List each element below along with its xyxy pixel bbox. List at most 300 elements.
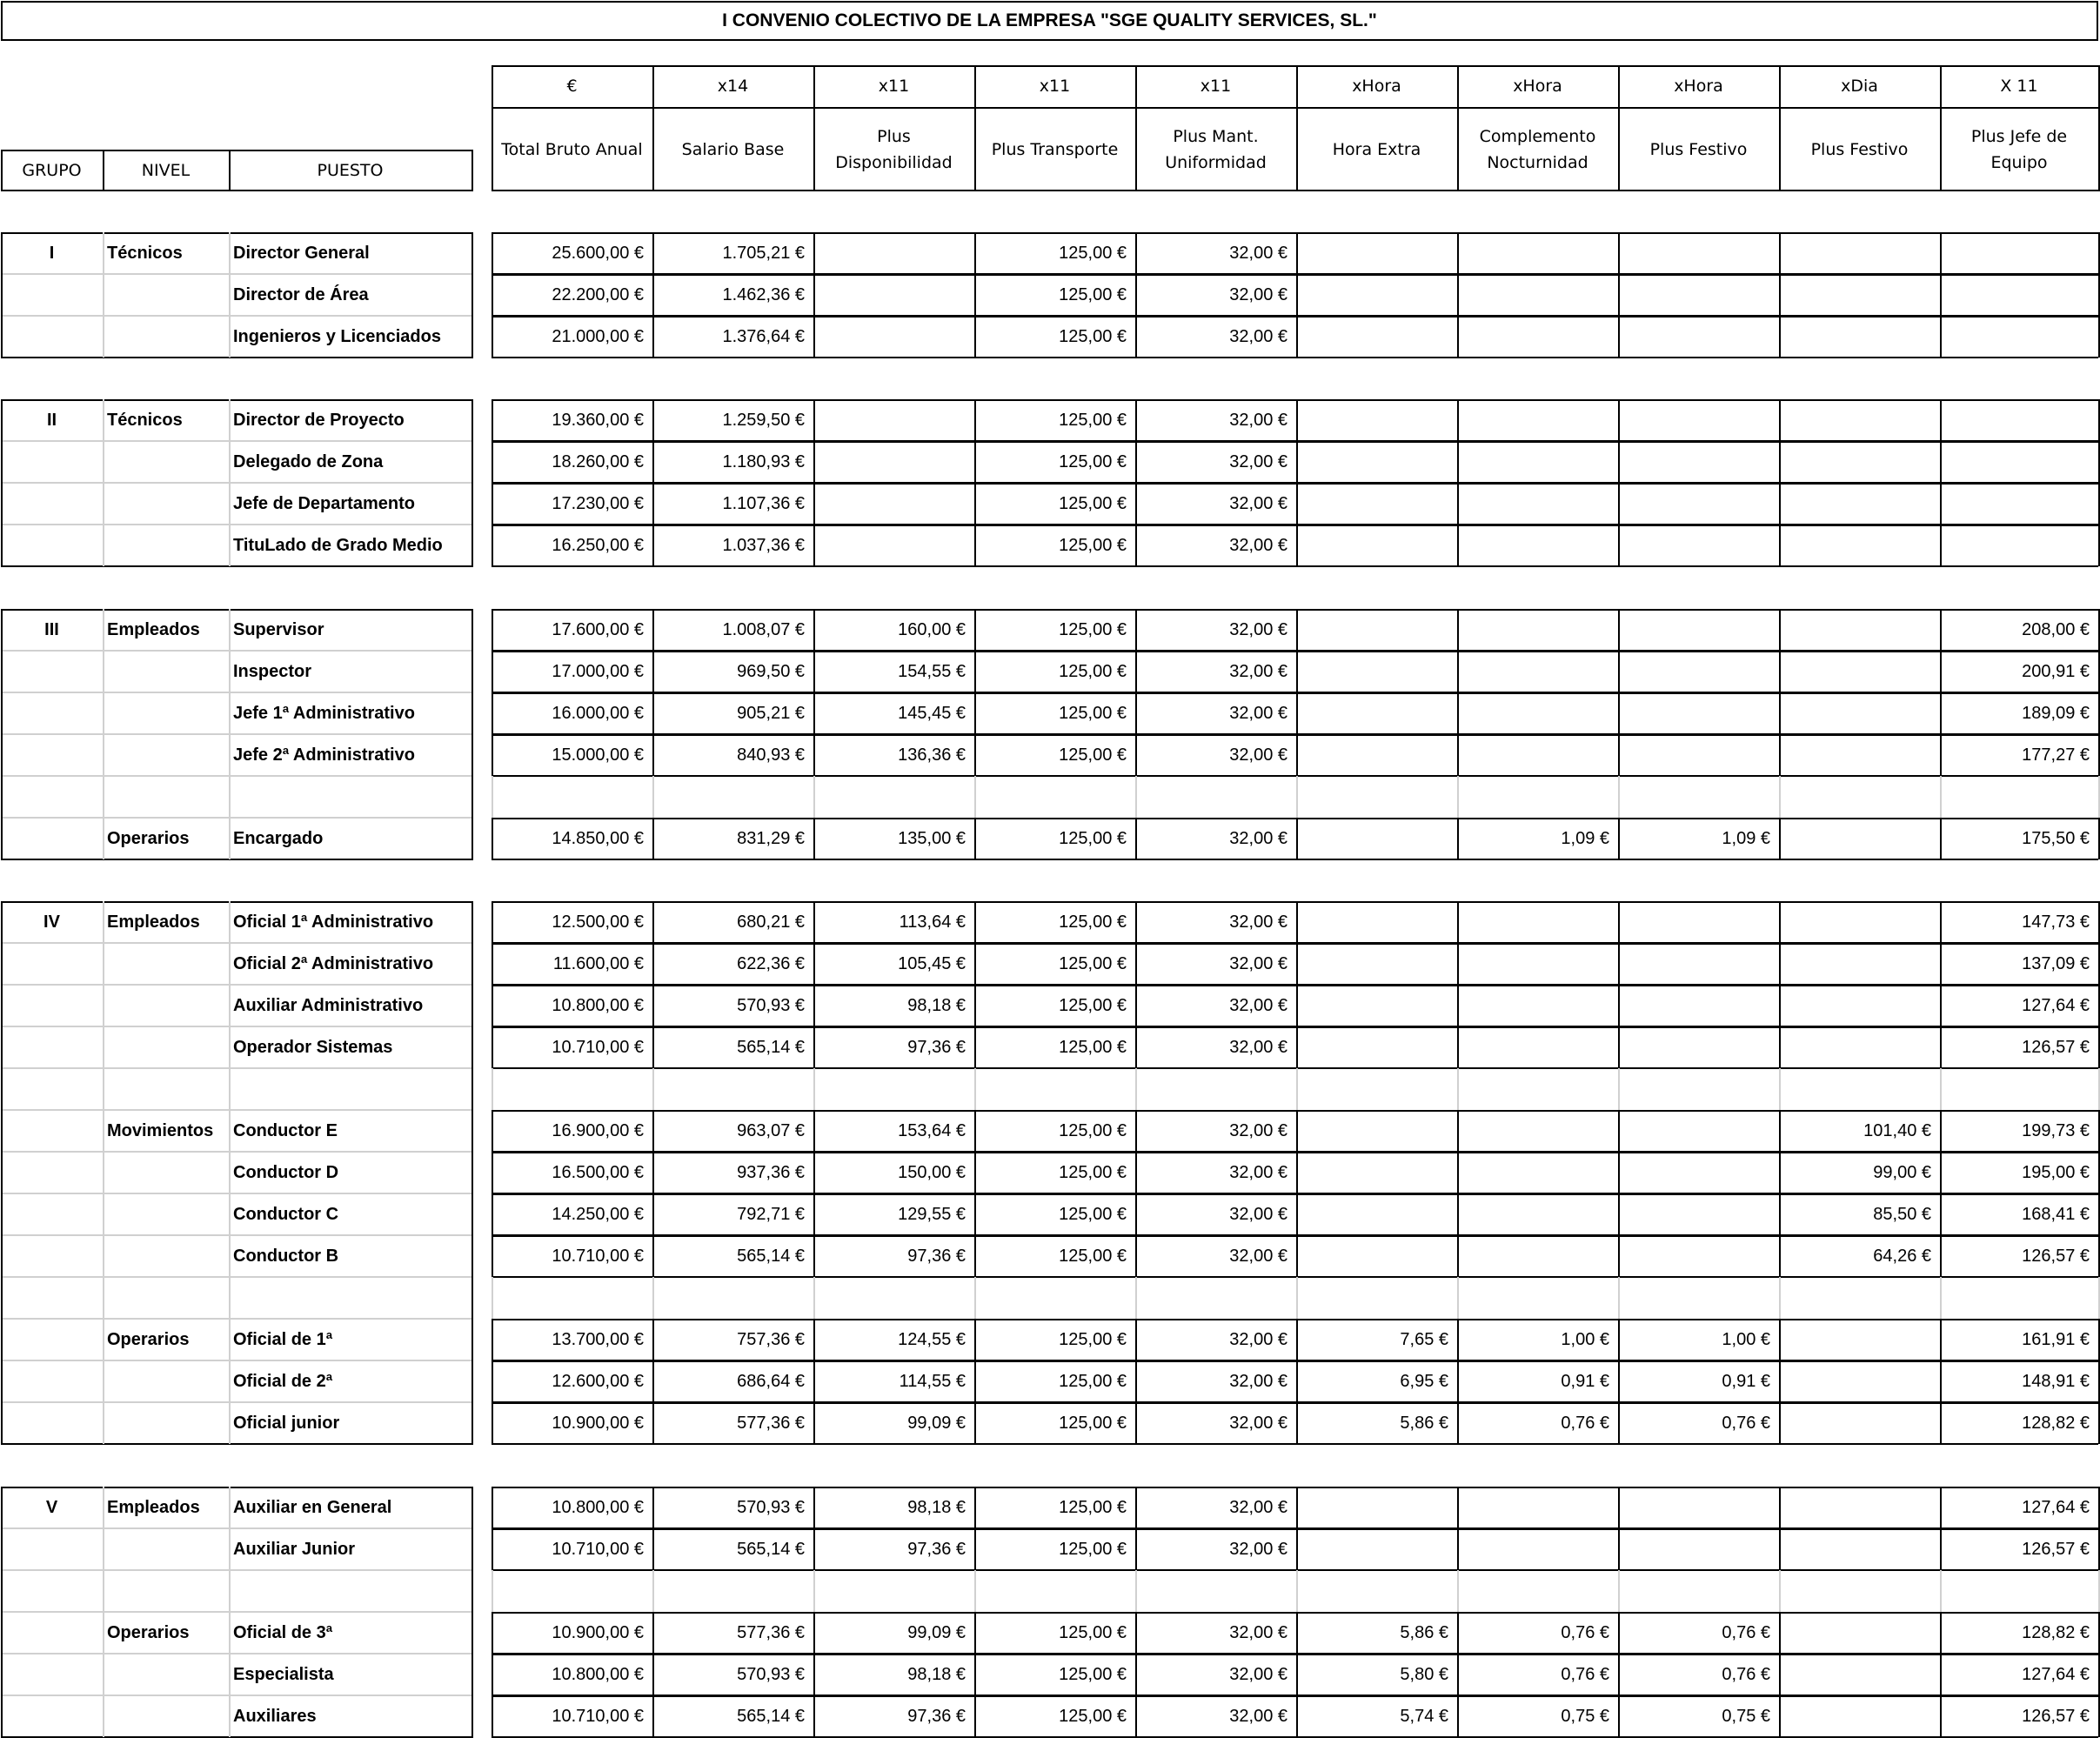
cell-border: [1779, 609, 1781, 651]
cell-border: [1296, 943, 1298, 985]
cell-border: [492, 274, 493, 316]
cell-value: 101,40 €: [1863, 1120, 1931, 1140]
cell-value: [1779, 1612, 1940, 1654]
cell-border: [652, 1319, 654, 1360]
header-nivel: NIVEL: [141, 161, 191, 180]
cell-nivel: [103, 483, 229, 525]
cell-value: 17.600,00 €: [552, 619, 644, 639]
cell-border: [1779, 1402, 1781, 1444]
cell-value: 32,00 €: [1229, 1246, 1287, 1266]
cell-value: 32,00 €: [1229, 243, 1287, 263]
cell-border: [1940, 1612, 1942, 1654]
cell-value: 11.600,00 €: [552, 953, 644, 973]
cell-border: [492, 692, 2098, 694]
cell-border: [652, 483, 654, 525]
cell-value: [1779, 1319, 1940, 1360]
cell-puesto: Jefe 1ª Administrativo: [233, 703, 415, 723]
cell-border: [652, 1654, 654, 1695]
cell-value: 126,57 €: [2022, 1037, 2090, 1057]
cell-value: 622,36 €: [737, 953, 805, 973]
cell-value: 0,76 €: [1561, 1664, 1609, 1684]
cell-border: [1779, 692, 1781, 734]
cell-border: [974, 1152, 976, 1193]
cell-border: [1296, 609, 1298, 651]
cell-value: [1779, 692, 1940, 734]
cell-border: [492, 232, 493, 274]
cell-value: 125,00 €: [1059, 912, 1127, 932]
cell-border: [492, 1110, 2098, 1112]
cell-value: 5,86 €: [1400, 1413, 1448, 1433]
cell-border: [492, 525, 493, 566]
cell-puesto: Oficial de 2ª: [233, 1371, 333, 1391]
cell-value: [1940, 441, 2098, 483]
cell-value: 114,55 €: [899, 1371, 966, 1391]
cell-value: [1779, 1402, 1940, 1444]
cell-value: [1618, 609, 1779, 651]
cell-value: [1296, 1528, 1457, 1570]
cell-border: [1457, 399, 1459, 441]
cell-grupo: I: [49, 243, 55, 263]
cell-puesto: Auxiliar Administrativo: [233, 995, 424, 1015]
header-label: Salario Base: [681, 139, 785, 159]
cell-border: [492, 65, 2098, 67]
cell-border: [1, 232, 3, 358]
cell-value: 32,00 €: [1229, 1706, 1287, 1726]
cell-border: [1457, 1695, 1459, 1737]
cell-border: [1618, 525, 1620, 566]
cell-value: [1779, 232, 1940, 274]
cell-value: [1296, 399, 1457, 441]
cell-border: [974, 1695, 976, 1737]
cell-value: [1457, 1235, 1618, 1277]
cell-border: [1135, 441, 1137, 483]
cell-grupo: [1, 1152, 103, 1193]
cell-value: 125,00 €: [1059, 1329, 1127, 1349]
cell-border: [974, 316, 976, 358]
cell-border: [1779, 399, 1781, 441]
cell-border: [652, 1152, 654, 1193]
cell-value: 16.250,00 €: [552, 535, 644, 555]
cell-border: [1779, 316, 1781, 358]
cell-value: [813, 441, 974, 483]
cell-border: [1296, 692, 1298, 734]
cell-value: 10.900,00 €: [552, 1413, 644, 1433]
cell-border: [1618, 1528, 1620, 1570]
cell-puesto: Conductor B: [233, 1246, 339, 1266]
cell-border: [492, 1695, 493, 1737]
cell-border: [1618, 232, 1620, 274]
header-label: Hora Extra: [1332, 139, 1421, 159]
cell-gridline: [652, 776, 654, 818]
cell-border: [492, 399, 2098, 401]
cell-border: [974, 232, 976, 274]
cell-value: [1457, 274, 1618, 316]
cell-value: 99,00 €: [1873, 1162, 1931, 1182]
cell-border: [1457, 943, 1459, 985]
cell-puesto: Oficial 1ª Administrativo: [233, 912, 434, 932]
cell-value: 199,73 €: [2022, 1120, 2090, 1140]
cell-border: [813, 1612, 815, 1654]
cell-puesto: Conductor D: [233, 1162, 339, 1182]
cell-gridline: [813, 1570, 815, 1612]
cell-border: [1940, 1487, 1942, 1528]
cell-border: [492, 1402, 2098, 1404]
cell-border: [1135, 232, 1137, 274]
cell-value: [1779, 1654, 1940, 1695]
cell-value: [1618, 1152, 1779, 1193]
cell-border: [492, 483, 2098, 485]
cell-value: 32,00 €: [1229, 284, 1287, 304]
cell-value: [1457, 943, 1618, 985]
cell-value: [1296, 651, 1457, 692]
cell-gridline: [1296, 1277, 1298, 1319]
cell-border: [974, 818, 976, 859]
cell-puesto: Oficial de 1ª: [233, 1329, 333, 1349]
cell-value: [1296, 985, 1457, 1026]
cell-value: [1779, 1695, 1940, 1737]
cell-gridline: [1, 1276, 471, 1278]
header-label: Plus Disponibilidad: [835, 126, 953, 172]
cell-border: [1, 901, 473, 903]
cell-border: [1296, 1612, 1298, 1654]
cell-value: [1296, 274, 1457, 316]
cell-value: [1457, 316, 1618, 358]
cell-value: 99,09 €: [907, 1413, 966, 1433]
cell-border: [471, 150, 473, 191]
cell-border: [1, 357, 473, 358]
cell-border: [492, 190, 2098, 191]
cell-border: [1618, 1110, 1620, 1152]
cell-border: [652, 985, 654, 1026]
cell-border: [1457, 441, 1459, 483]
cell-border: [1779, 1612, 1781, 1654]
cell-nivel: [103, 943, 229, 985]
cell-gridline: [492, 1068, 493, 1110]
cell-nivel: [103, 1152, 229, 1193]
cell-value: [1940, 399, 2098, 441]
cell-value: [1296, 232, 1457, 274]
cell-border: [652, 1235, 654, 1277]
cell-border: [1779, 441, 1781, 483]
cell-gridline: [103, 399, 104, 566]
cell-value: 16.900,00 €: [552, 1120, 644, 1140]
cell-value: 124,55 €: [898, 1329, 966, 1349]
cell-value: 99,09 €: [907, 1622, 966, 1642]
cell-border: [652, 1487, 654, 1528]
cell-grupo: II: [46, 410, 57, 430]
cell-value: 10.710,00 €: [552, 1037, 644, 1057]
cell-border: [1296, 274, 1298, 316]
cell-border: [1296, 985, 1298, 1026]
cell-border: [1135, 1528, 1137, 1570]
cell-border: [492, 1026, 493, 1068]
cell-border: [1, 190, 473, 191]
cell-value: 150,00 €: [898, 1162, 966, 1182]
cell-nivel: Empleados: [107, 1497, 200, 1517]
cell-value: 125,00 €: [1059, 1664, 1127, 1684]
cell-gridline: [974, 1277, 976, 1319]
cell-value: 32,00 €: [1229, 1539, 1287, 1559]
cell-value: 137,09 €: [2022, 953, 2090, 973]
cell-value: 14.250,00 €: [552, 1204, 644, 1224]
cell-border: [813, 316, 815, 358]
cell-value: 32,00 €: [1229, 1204, 1287, 1224]
cell-value: [1296, 692, 1457, 734]
cell-border: [974, 1110, 976, 1152]
cell-border: [652, 1612, 654, 1654]
cell-value: [1457, 1152, 1618, 1193]
cell-nivel: [103, 1695, 229, 1737]
cell-value: 5,86 €: [1400, 1622, 1448, 1642]
cell-value: 125,00 €: [1059, 451, 1127, 471]
cell-border: [1457, 609, 1459, 651]
header-label: Plus Festivo: [1810, 139, 1909, 159]
cell-border: [1457, 1110, 1459, 1152]
cell-grupo: [1, 943, 103, 985]
cell-border: [974, 1487, 976, 1528]
cell-border: [471, 399, 473, 566]
document-title: I CONVENIO COLECTIVO DE LA EMPRESA "SGE QUALITY SERVICES, SL.": [1, 1, 2098, 41]
cell-value: 16.500,00 €: [552, 1162, 644, 1182]
cell-border: [1940, 441, 1942, 483]
cell-border: [813, 483, 815, 525]
cell-border: [1, 609, 3, 859]
cell-border: [1940, 1235, 1942, 1277]
cell-gridline: [229, 1487, 231, 1737]
cell-border: [492, 859, 2098, 860]
cell-value: 125,00 €: [1059, 1622, 1127, 1642]
cell-border: [974, 1319, 976, 1360]
cell-puesto: Jefe de Departamento: [233, 493, 415, 513]
cell-value: 32,00 €: [1229, 912, 1287, 932]
cell-border: [1779, 985, 1781, 1026]
cell-border: [1457, 1612, 1459, 1654]
cell-value: 200,91 €: [2022, 661, 2090, 681]
cell-gridline: [1135, 1277, 1137, 1319]
cell-gridline: [813, 1068, 815, 1110]
cell-value: 10.710,00 €: [552, 1246, 644, 1266]
cell-border: [813, 525, 815, 566]
cell-border: [1, 1443, 473, 1445]
cell-border: [492, 651, 493, 692]
cell-border: [813, 609, 815, 651]
cell-border: [652, 1110, 654, 1152]
cell-border: [471, 609, 473, 859]
cell-border: [1779, 1235, 1781, 1277]
cell-border: [1618, 1695, 1620, 1737]
cell-border: [492, 901, 493, 943]
cell-value: 32,00 €: [1229, 1037, 1287, 1057]
cell-border: [1940, 985, 1942, 1026]
cell-border: [1940, 316, 1942, 358]
cell-border: [974, 943, 976, 985]
cell-border: [1457, 651, 1459, 692]
cell-border: [492, 483, 493, 525]
cell-value: 125,00 €: [1059, 619, 1127, 639]
cell-border: [813, 232, 815, 274]
cell-value: 32,00 €: [1229, 703, 1287, 723]
cell-value: 125,00 €: [1059, 703, 1127, 723]
cell-border: [1457, 1319, 1459, 1360]
cell-border: [1296, 441, 1298, 483]
cell-border: [813, 734, 815, 776]
cell-grupo: [1, 483, 103, 525]
cell-border: [492, 1612, 493, 1654]
cell-border: [1940, 1193, 1942, 1235]
cell-value: 125,00 €: [1059, 1204, 1127, 1224]
cell-value: 0,76 €: [1561, 1622, 1609, 1642]
cell-puesto: Oficial de 3ª: [233, 1622, 333, 1642]
cell-grupo: V: [45, 1497, 58, 1517]
cell-border: [813, 985, 815, 1026]
cell-border: [1296, 525, 1298, 566]
cell-value: 195,00 €: [2022, 1162, 2090, 1182]
cell-value: 32,00 €: [1229, 953, 1287, 973]
cell-grupo: [1, 985, 103, 1026]
cell-border: [813, 1402, 815, 1444]
cell-grupo: [1, 1695, 103, 1737]
cell-value: 757,36 €: [737, 1329, 805, 1349]
cell-border: [492, 1152, 493, 1193]
cell-value: 32,00 €: [1229, 1622, 1287, 1642]
cell-border: [813, 1654, 815, 1695]
cell-border: [1457, 1235, 1459, 1277]
cell-gridline: [1457, 1570, 1459, 1612]
cell-value: 32,00 €: [1229, 1329, 1287, 1349]
cell-border: [492, 525, 2098, 526]
cell-grupo: [1, 734, 103, 776]
cell-border: [1135, 901, 1137, 943]
cell-border: [1457, 1152, 1459, 1193]
cell-value: 680,21 €: [737, 912, 805, 932]
cell-border: [974, 65, 976, 191]
cell-value: 10.900,00 €: [552, 1622, 644, 1642]
cell-border: [1, 399, 3, 566]
cell-nivel: Operarios: [107, 1622, 190, 1642]
cell-border: [1618, 316, 1620, 358]
cell-border: [1135, 1193, 1137, 1235]
cell-value: 160,00 €: [898, 619, 966, 639]
cell-border: [652, 943, 654, 985]
cell-nivel: Operarios: [107, 828, 190, 848]
cell-border: [1457, 818, 1459, 859]
cell-border: [1940, 1360, 1942, 1402]
cell-border: [1135, 818, 1137, 859]
cell-gridline: [1618, 776, 1620, 818]
cell-value: 17.000,00 €: [552, 661, 644, 681]
cell-border: [1296, 483, 1298, 525]
cell-border: [1, 859, 473, 860]
cell-value: 125,00 €: [1059, 953, 1127, 973]
cell-border: [1940, 692, 1942, 734]
cell-puesto: TituLado de Grado Medio: [233, 535, 443, 555]
cell-value: 126,57 €: [2022, 1539, 2090, 1559]
cell-border: [974, 692, 976, 734]
cell-border: [1940, 525, 1942, 566]
cell-value: 21.000,00 €: [552, 326, 644, 346]
cell-gridline: [1135, 1068, 1137, 1110]
cell-value: 97,36 €: [907, 1706, 966, 1726]
cell-border: [1296, 1152, 1298, 1193]
cell-border: [1618, 1193, 1620, 1235]
cell-border: [1135, 1026, 1137, 1068]
cell-value: 565,14 €: [737, 1539, 805, 1559]
cell-border: [229, 150, 231, 191]
cell-value: 126,57 €: [2022, 1706, 2090, 1726]
cell-border: [1296, 734, 1298, 776]
cell-border: [492, 1235, 493, 1277]
cell-nivel: Operarios: [107, 1329, 190, 1349]
cell-border: [652, 901, 654, 943]
cell-border: [974, 1528, 976, 1570]
cell-value: 145,45 €: [898, 703, 966, 723]
cell-value: [1296, 1193, 1457, 1235]
cell-gridline: [492, 776, 493, 818]
cell-nivel: Técnicos: [107, 410, 183, 430]
cell-border: [492, 609, 2098, 611]
cell-puesto: Jefe 2ª Administrativo: [233, 745, 415, 765]
cell-border: [1457, 232, 1459, 274]
cell-border: [1779, 1152, 1781, 1193]
cell-border: [492, 1528, 493, 1570]
cell-border: [1779, 1654, 1781, 1695]
cell-border: [103, 150, 104, 191]
cell-border: [492, 441, 2098, 443]
cell-border: [492, 1360, 2098, 1362]
cell-value: [1296, 1152, 1457, 1193]
cell-value: [1296, 901, 1457, 943]
cell-grupo: [1, 1193, 103, 1235]
cell-grupo: IV: [43, 912, 60, 932]
cell-border: [974, 901, 976, 943]
cell-border: [492, 1110, 493, 1152]
cell-value: 98,18 €: [907, 1664, 966, 1684]
cell-value: [1779, 734, 1940, 776]
cell-value: 15.000,00 €: [552, 745, 644, 765]
cell-gridline: [103, 901, 104, 1444]
cell-border: [974, 1612, 976, 1654]
cell-border: [492, 1319, 493, 1360]
cell-value: [1779, 609, 1940, 651]
cell-border: [1779, 1110, 1781, 1152]
cell-gridline: [1940, 1570, 1942, 1612]
cell-border: [492, 1235, 2098, 1237]
cell-value: 125,00 €: [1059, 326, 1127, 346]
cell-value: 125,00 €: [1059, 1371, 1127, 1391]
cell-value: [1779, 441, 1940, 483]
cell-border: [1618, 692, 1620, 734]
cell-border: [471, 901, 473, 1444]
cell-gridline: [492, 1570, 493, 1612]
cell-border: [1135, 1695, 1137, 1737]
cell-gridline: [974, 776, 976, 818]
cell-border: [1779, 818, 1781, 859]
cell-gridline: [652, 1570, 654, 1612]
cell-value: 127,64 €: [2022, 995, 2090, 1015]
cell-value: 125,00 €: [1059, 284, 1127, 304]
cell-value: 22.200,00 €: [552, 284, 644, 304]
cell-border: [1779, 943, 1781, 985]
cell-border: [471, 1487, 473, 1737]
cell-value: [1779, 316, 1940, 358]
cell-value: [1940, 274, 2098, 316]
cell-value: 905,21 €: [737, 703, 805, 723]
cell-border: [492, 818, 493, 859]
cell-border: [813, 1193, 815, 1235]
cell-border: [1940, 274, 1942, 316]
cell-grupo: [1, 1110, 103, 1152]
cell-border: [1618, 1612, 1620, 1654]
